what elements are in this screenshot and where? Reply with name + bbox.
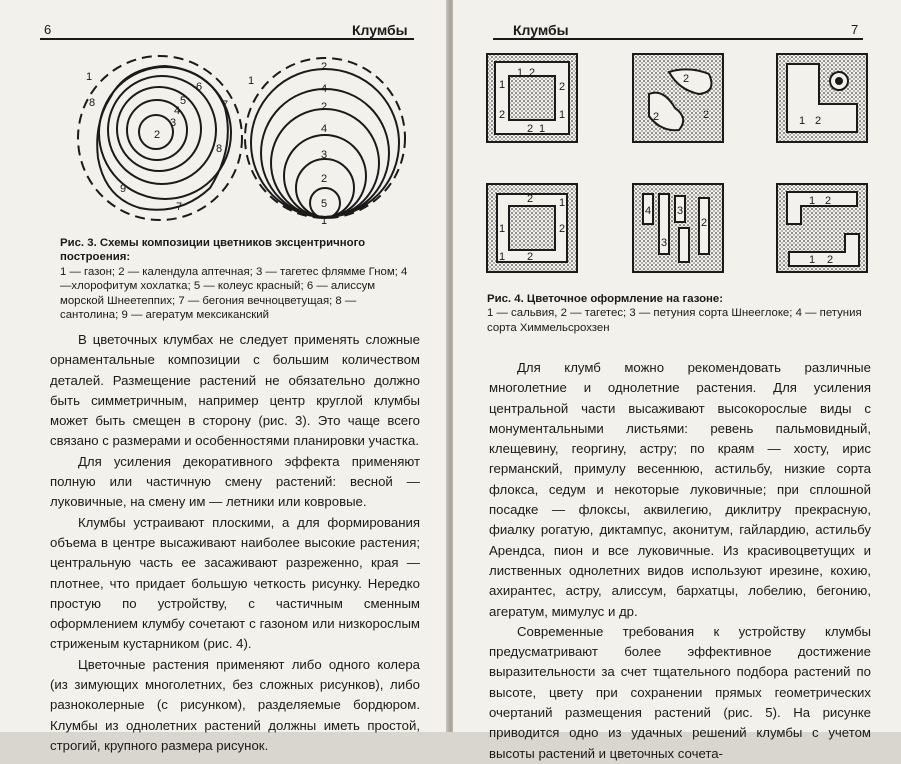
tile-label: 4 (645, 205, 652, 217)
page-number: 6 (44, 22, 52, 37)
tile-label: 2 (527, 123, 534, 135)
tile-label: 2 (825, 195, 832, 207)
tile-label: 1 (499, 223, 506, 235)
diagram-label: 2 (321, 101, 328, 113)
paragraph: Для усиления декоративного эффекта применяют полную или частичную смену растений: весной — луковичные, на смену им — летники или ковровые. (50, 453, 420, 510)
diagram-label: 9 (120, 183, 127, 195)
figure-3-diagrams (70, 48, 410, 228)
tile-label: 1 (559, 109, 566, 121)
paragraph: Современные требования к устройству клумбы предусматривают более эффективное достижение выразительности за счет тщательного подбора растений по высоте, цвету при сохранении прямых геометрических очертаний размещения растений (рис. 5). На рисунке приводится одно из удачных решений клумбы с учетом высоты растений и цветочных сочета- (489, 623, 871, 761)
tile-label: 2 (559, 81, 566, 93)
nested-circle-diagram (245, 58, 405, 218)
figure-4-caption (487, 292, 877, 335)
left-header (0, 14, 448, 36)
tile-label: 2 (653, 111, 660, 123)
tile-label: 1 (539, 123, 546, 135)
tile-label: 2 (527, 251, 534, 263)
tile-label: 2 (701, 217, 708, 229)
caption-text: 1 — газон; 2 — календула аптечная; 3 — тагетес флямме Гном; 4—хлорофитум хохлатка; 5 — колеус красный; 6 — алиссум морской Шнеетеппих; 7 — бегония вечноцветущая; 8 — сантолина; 9 — агератум мексиканский (60, 265, 408, 322)
paragraph: В цветочных клумбах не следует применять сложные орнаментальные композиции с большим количеством деталей. Размещение растений не обязательно должно быть симметричным, например центр круглой клумбы может быть смещен в сторону (рис. 3). Это чаще всего связано с размерами и особенностями планировки участка. (50, 332, 420, 449)
right-diagram-labels (321, 61, 327, 227)
tile-label: 2 (703, 109, 710, 121)
tile-label: 3 (661, 237, 668, 249)
diagram-label: 5 (321, 198, 328, 210)
diagram-label: 7 (176, 201, 183, 213)
tile-label: 2 (815, 115, 822, 127)
right-header (453, 14, 901, 36)
running-title: Клумбы (352, 22, 408, 38)
tile-label: 2 (499, 109, 506, 121)
right-body-text (489, 358, 871, 764)
diagram-label: 2 (154, 129, 161, 141)
header-rule (40, 38, 414, 40)
paragraph: Цветочные растения применяют либо одного колера (из зимующих многолетних, без сложных рисунков), либо разноколерные (с рисунком), разделяемые бордюром. Клумбы из однолетних растений должны иметь простой, строгий, крупного размера рисунок. (50, 656, 420, 753)
diagram-label: 1 (321, 215, 328, 227)
diagram-label: 4 (321, 123, 328, 135)
tile-label: 1 (799, 115, 806, 127)
diagram-label: 6 (196, 81, 203, 93)
tile-label: 2 (529, 67, 536, 79)
flowerbed-tile-3 (777, 54, 867, 142)
tile-label: 1 (499, 251, 506, 263)
diagram-label: 4 (174, 105, 181, 117)
figure-4-flowerbeds (483, 48, 883, 273)
right-page (453, 0, 901, 761)
left-page (0, 0, 448, 753)
figure-3-caption (60, 236, 410, 322)
diagram-label: 2 (321, 61, 328, 73)
diagram-label: 8 (89, 97, 96, 109)
tile-label: 1 (517, 67, 524, 79)
caption-title: Рис. 4. Цветочное оформление на газоне: (487, 293, 724, 305)
caption-title: Рис. 3. Схемы композиции цветников эксцентричного построения: (60, 237, 366, 264)
tile-label: 1 (809, 195, 816, 207)
diagram-label: 1 (86, 71, 93, 83)
diagram-label: 1 (248, 75, 255, 87)
tile-label: 2 (527, 193, 534, 205)
running-title: Клумбы (513, 22, 569, 38)
tile-label: 1 (559, 197, 566, 209)
diagram-label: 8 (216, 143, 223, 155)
tile-label: 2 (559, 223, 566, 235)
diagram-label: 7 (222, 99, 229, 111)
diagram-label: 2 (321, 173, 328, 185)
tile-label: 3 (677, 205, 684, 217)
diagram-label: 5 (180, 95, 187, 107)
diagram-label: 4 (321, 83, 328, 95)
paragraph: Для клумб можно рекомендовать различные многолетние и однолетние растения. Для усиления центральной части высаживают высокорослые виды с монументальными листьями: ревень пальмовидный, клещевину, георгину, астру; по краям — хосту, ирис германский, примулу весеннюю, астильбу, низкие сорта флокса, седум и некоторые луковичные; при сплошной посадке — флоксы, аквилегию, диклитру прекрасную, фиалку рогатую, диктампус, аконитум, гайлардию, астильбу Арендса, пион и все луковичные. Из красивоцветущих и лиственных однолетних видов используют ирезине, кохию, ахирантес, астру, алиссум, бархатцы, лобелию, бегонию, агератум, мимулус и др. (489, 360, 871, 619)
diagram-label: 3 (170, 117, 177, 129)
tile-label: 1 (499, 79, 506, 91)
left-body-text (50, 330, 420, 756)
tile-label: 1 (809, 254, 816, 266)
tile-label: 2 (683, 73, 690, 85)
caption-text: 1 — сальвия, 2 — тагетес; 3 — петуния сорта Шнееглоке; 4 — петуния сорта Химмельсрохзен (487, 307, 862, 334)
paragraph: Клумбы устраивают плоскими, а для формирования объема в центре высаживают наиболее высокие растения; центральную часть ее засаживают разреженно, края — плотнее, что придает большую четкость рисунку. Нередко простую по устройству, с частичным сменным оформлением клумбу сочетают с газоном или низкорослым стриженым кустарником (рис. 4). (50, 514, 420, 652)
diagram-label: 3 (321, 149, 328, 161)
flowerbed-tile-2 (633, 54, 723, 142)
flowerbed-tile-6 (777, 184, 867, 272)
tile-label: 2 (827, 254, 834, 266)
page-number: 7 (851, 22, 859, 37)
flowerbed-tile-5 (633, 184, 723, 272)
header-rule (493, 38, 863, 40)
